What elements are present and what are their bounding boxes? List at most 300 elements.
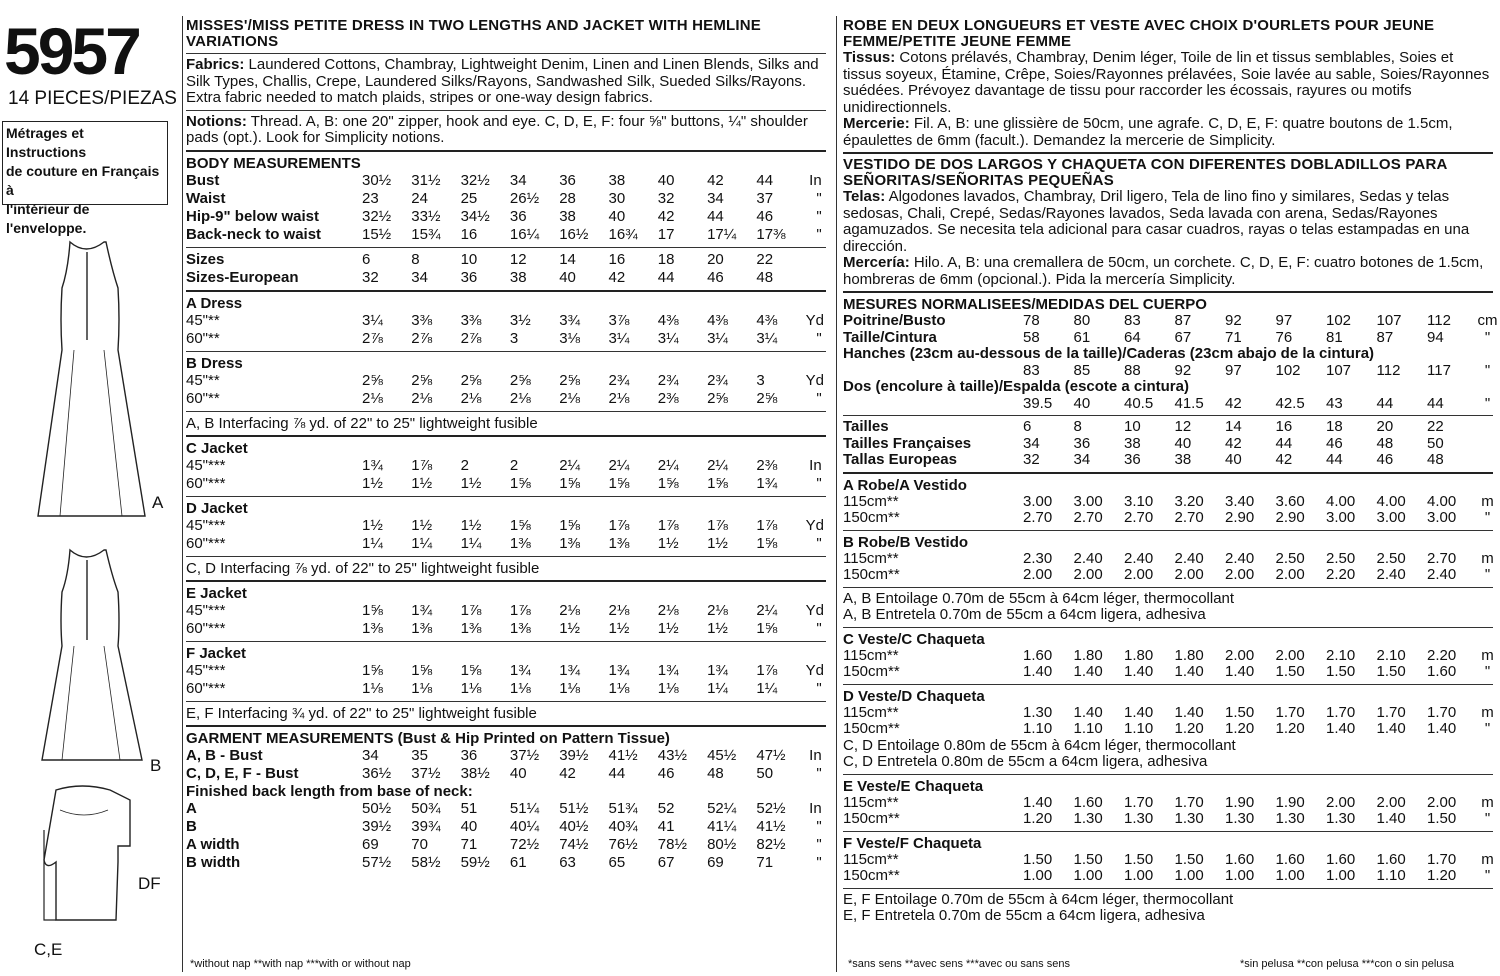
row-label: 60"*** [186, 534, 226, 552]
cell-value: 48 [756, 268, 774, 286]
cell-value: 2⅝ [411, 371, 433, 389]
cell-value: 34 [1073, 451, 1091, 468]
cell-value: 33½ [411, 207, 441, 225]
cell-value: 1½ [707, 534, 728, 552]
cell-value: 38½ [460, 764, 490, 782]
cell-value: 1⅝ [509, 474, 531, 492]
cell-value: 32 [657, 189, 675, 207]
table-row [186, 190, 826, 208]
row-label: 45"*** [186, 601, 226, 619]
cell-value: 45½ [707, 746, 737, 764]
table-row [186, 251, 826, 269]
cell-value: 50½ [362, 799, 392, 817]
cell-value: 1.30 [1124, 810, 1154, 827]
cell-value: 22 [1427, 418, 1444, 435]
cell-value: 1.50 [1073, 850, 1103, 868]
cell-value: 1⅞ [756, 516, 778, 534]
cell-value: 1.30 [1326, 810, 1356, 827]
french-instructions-note [2, 121, 168, 236]
cell-value: 1.50 [1124, 850, 1154, 868]
cell-value: 82½ [756, 835, 786, 853]
text-line: B Robe/B Vestido [843, 533, 969, 551]
cell-value: 40¼ [509, 817, 540, 835]
cell-value: 8 [1073, 418, 1082, 435]
cell-value: 22 [756, 250, 774, 268]
cell-value: 31½ [411, 171, 441, 189]
cell-value: 1½ [707, 619, 728, 637]
unit-label: " [816, 619, 822, 637]
cell-value: 1.20 [1225, 720, 1255, 737]
cell-value: 1.50 [1275, 663, 1305, 680]
row-label: 45"*** [186, 661, 226, 679]
tissus-text: Tissus: Cotons prélavés, Chambray, Denim léger, Toile de lin et tissus semblables, Soies et tissus soyeux, Étamine, Crêpe, Soies/Rayonnes prélavées, Soie lavée au sable, Soies/Rayonnes suédées. Prévoyez davantage de tissu pour raccorder les écossais, rayures ou motifs unidirectionnels. [843, 49, 1490, 116]
cell-value: 76½ [608, 835, 638, 853]
row-label: Tailles Françaises [843, 434, 972, 452]
cell-value: 1⅛ [608, 679, 630, 697]
cell-value: 1⅜ [411, 619, 433, 637]
unit-label: m [1481, 549, 1494, 567]
table-row [843, 419, 1493, 436]
metric-body-table [843, 312, 1498, 346]
cell-value: 2.70 [1124, 509, 1154, 526]
cell-value: 10 [1124, 418, 1141, 435]
table-row [186, 602, 826, 620]
text-line: A, B Entoilage 0.70m de 55cm à 64cm léger, thermocollant [843, 589, 1235, 607]
cell-value: 1½ [411, 516, 433, 534]
cell-value: 1.10 [1124, 720, 1154, 737]
metric-heading: MESURES NORMALISEES/MEDIDAS DEL CUERPO [843, 296, 1207, 313]
cell-value: 34 [411, 268, 428, 286]
cell-value: 1.60 [1073, 793, 1103, 811]
cell-value: 1.40 [1174, 703, 1204, 721]
column-divider [182, 16, 183, 972]
cell-value: 2.50 [1326, 549, 1356, 567]
cell-value: 48 [1427, 451, 1444, 468]
cell-value: 2.40 [1427, 566, 1457, 583]
cell-value: 2⅛ [608, 389, 630, 407]
cell-value: 1¼ [707, 679, 728, 697]
table-row [843, 494, 1493, 511]
cell-value: 16¼ [509, 225, 540, 243]
cell-value: 2.00 [1275, 566, 1305, 583]
table-row [843, 510, 1493, 527]
cell-value: 65 [608, 853, 626, 871]
cell-value: 1¼ [411, 534, 433, 552]
garment-illustrations [0, 230, 182, 970]
cell-value: 74½ [559, 835, 589, 853]
merceria-text: Mercería: Hilo. A, B: una cremallera de 50cm, un corchete. C, D, E, F: cuatro botones de 1.5cm, hombreras de 6mm (opcional.). Pida la mercería Simplicity. [843, 254, 1484, 288]
cell-value: 1.70 [1427, 703, 1457, 721]
cell-value: 1½ [657, 619, 679, 637]
table-row [843, 868, 1493, 885]
cell-value: 2.90 [1225, 509, 1255, 526]
unit-label: m [1481, 492, 1494, 510]
cell-value: 44 [1275, 434, 1293, 452]
french-note-line: l'intérieur de [6, 201, 90, 217]
text-line: E Jacket [186, 584, 247, 602]
cell-value: 34 [1023, 434, 1040, 452]
cell-value: 1⅛ [411, 679, 433, 697]
unit-label: " [816, 853, 822, 871]
cell-value: 44 [1427, 394, 1444, 412]
table-row [186, 172, 826, 190]
cell-value: 1.70 [1376, 703, 1406, 721]
unit-label: m [1481, 850, 1494, 868]
cell-value: 1⅜ [460, 619, 482, 637]
cell-value: 1.30 [1023, 703, 1053, 721]
cell-value: 1.50 [1023, 850, 1053, 868]
cell-value: 3⅜ [411, 311, 433, 329]
cell-value: 1¾ [608, 661, 630, 679]
cell-value: 85 [1073, 361, 1091, 379]
cell-value: 40 [657, 171, 675, 189]
unit-label: Yd [805, 311, 825, 329]
unit-label: " [816, 189, 822, 207]
cell-value: 1⅞ [509, 601, 531, 619]
cell-value: 78½ [657, 835, 687, 853]
cell-value: 42 [657, 207, 675, 225]
jacket-illustration [44, 786, 130, 920]
cell-value: 64 [1124, 328, 1141, 346]
table-row [186, 800, 826, 818]
cell-value: 1.40 [1023, 793, 1053, 811]
cell-value: 32 [1023, 451, 1040, 468]
cell-value: 1.20 [1023, 810, 1053, 827]
cell-value: 2¼ [608, 456, 630, 474]
text-line: F Veste/F Chaqueta [843, 834, 982, 852]
cell-value: 71 [1225, 328, 1242, 346]
cell-value: 1⅞ [460, 601, 482, 619]
cell-value: 3.00 [1023, 492, 1053, 510]
unit-label: " [816, 225, 822, 243]
unit-label: " [1484, 394, 1491, 412]
cell-value: 34½ [460, 207, 490, 225]
cell-value: 47½ [756, 746, 786, 764]
cell-value: 2.40 [1073, 549, 1103, 567]
unit-label: " [816, 835, 822, 853]
cell-value: 69 [362, 835, 379, 853]
cell-value: 1¾ [707, 661, 728, 679]
cell-value: 97 [1225, 361, 1242, 379]
unit-label: " [1484, 509, 1491, 526]
table-row [843, 852, 1493, 869]
cell-value: 52¼ [707, 799, 737, 817]
cell-value: 2⅛ [362, 389, 383, 407]
cell-value: 24 [411, 189, 428, 207]
unit-label: In [809, 456, 822, 474]
cell-value: 87 [1174, 312, 1192, 329]
cell-value: 17⅜ [756, 225, 786, 243]
cell-value: 1.40 [1376, 720, 1406, 737]
cell-value: 40 [509, 764, 527, 782]
row-label: 150cm** [843, 509, 900, 526]
cell-value: 16¾ [608, 225, 638, 243]
cell-value: 36 [460, 268, 478, 286]
cell-value: 1.60 [1427, 663, 1457, 680]
row-label: 115cm** [843, 549, 899, 567]
cell-value: 50 [756, 764, 774, 782]
cell-value: 42.5 [1275, 394, 1305, 412]
body-measurements-table [186, 172, 826, 244]
cell-value: 43½ [657, 746, 687, 764]
cell-value: 2⅛ [608, 601, 630, 619]
text-line: A Dress [186, 294, 243, 312]
row-label: 115cm** [843, 492, 899, 510]
cell-value: 4⅜ [707, 311, 728, 329]
cell-value: 12 [1174, 418, 1192, 435]
cell-value: 15½ [362, 225, 392, 243]
unit-label: " [1484, 663, 1491, 680]
cell-value: 1¼ [362, 534, 383, 552]
cell-value: 61 [509, 853, 527, 871]
cell-value: 1.70 [1124, 793, 1154, 811]
row-label: 45"*** [186, 516, 226, 534]
cell-value: 42 [1225, 394, 1242, 412]
cell-value: 48 [707, 764, 724, 782]
cell-value: 2.00 [1275, 646, 1305, 664]
cell-value: 80½ [707, 835, 737, 853]
yardage-table [186, 295, 826, 727]
cell-value: 1.00 [1326, 867, 1356, 884]
text-line: D Veste/D Chaqueta [843, 687, 985, 705]
text-line: D Jacket [186, 499, 248, 517]
row-label: B [186, 817, 197, 835]
unit-label: Yd [805, 661, 825, 679]
cell-value: 1⅞ [756, 661, 778, 679]
table-row [186, 765, 826, 783]
row-label: 115cm** [843, 793, 899, 811]
cell-value: 1.80 [1073, 646, 1103, 664]
row-label: Taille/Cintura [843, 328, 937, 346]
row-label: Bust [186, 171, 220, 189]
cell-value: 6 [362, 250, 371, 268]
row-label: 60"** [186, 329, 220, 347]
cell-value: 2⅝ [707, 389, 728, 407]
dress-b-illustration [42, 550, 142, 760]
cell-value: 1½ [362, 516, 383, 534]
cell-value: 43 [1326, 394, 1343, 412]
cell-value: 16 [1275, 418, 1293, 435]
dos-values [843, 396, 1493, 413]
cell-value: 2.30 [1023, 549, 1053, 567]
row-label: Sizes [186, 250, 225, 268]
cell-value: 2⅛ [559, 389, 581, 407]
cell-value: 2⅛ [559, 601, 581, 619]
row-label: 150cm** [843, 566, 900, 583]
cell-value: 2¼ [657, 456, 679, 474]
table-row [186, 535, 826, 553]
cell-value: 1¼ [460, 534, 482, 552]
cell-value: 1.00 [1174, 867, 1204, 884]
cell-value: 2.50 [1376, 549, 1406, 567]
cell-value: 3½ [509, 311, 531, 329]
table-row [843, 363, 1493, 380]
cell-value: 36 [1124, 451, 1141, 468]
table-row [843, 436, 1493, 453]
cell-value: 36 [1073, 434, 1091, 452]
cell-value: 2.20 [1326, 566, 1356, 583]
cell-value: 2.40 [1124, 549, 1154, 567]
cell-value: 1.80 [1124, 646, 1154, 664]
cell-value: 35 [411, 746, 428, 764]
cell-value: 1.40 [1174, 663, 1204, 680]
cell-value: 3¼ [657, 329, 679, 347]
cell-value: 1⅜ [608, 534, 630, 552]
cell-value: 1½ [460, 474, 482, 492]
cell-value: 18 [657, 250, 675, 268]
unit-label: m [1481, 793, 1494, 811]
unit-label: " [1484, 810, 1491, 827]
cell-value: 2⅝ [756, 389, 778, 407]
cell-value: 40 [460, 817, 478, 835]
cell-value: 92 [1174, 361, 1192, 379]
cell-value: 1⅝ [362, 601, 383, 619]
cell-value: 3.60 [1275, 492, 1305, 510]
cell-value: 2.70 [1023, 509, 1053, 526]
english-title: MISSES'/MISS PETITE DRESS IN TWO LENGTHS AND JACKET WITH HEMLINE VARIATIONS [186, 17, 762, 50]
row-label: 60"** [186, 389, 220, 407]
cell-value: 1⅝ [411, 661, 433, 679]
cell-value: 46 [657, 764, 675, 782]
cell-value: 1¾ [559, 661, 581, 679]
cell-value: 2 [509, 456, 519, 474]
unit-label: Yd [805, 371, 825, 389]
row-label: 60"*** [186, 619, 226, 637]
cell-value: 102 [1275, 361, 1301, 379]
cell-value: 42 [608, 268, 626, 286]
row-label: Back-neck to waist [186, 225, 322, 243]
cell-value: 37½ [509, 746, 540, 764]
cell-value: 18 [1326, 418, 1343, 435]
cell-value: 2¼ [707, 456, 728, 474]
french-note-line: de couture en Français à [6, 163, 160, 198]
cell-value: 2.00 [1427, 793, 1457, 811]
table-row [843, 452, 1493, 469]
cell-value: 92 [1225, 312, 1242, 329]
cell-value: 40½ [559, 817, 589, 835]
cell-value: 42 [1275, 451, 1293, 468]
cell-value: 112 [1427, 312, 1451, 329]
cell-value: 23 [362, 189, 379, 207]
cell-value: 1.40 [1376, 810, 1406, 827]
cell-value: 3¼ [707, 329, 728, 347]
cell-value: 1.30 [1174, 810, 1204, 827]
cell-value: 3.10 [1124, 492, 1154, 510]
cell-value: 3.00 [1376, 509, 1406, 526]
row-label: Tallas Europeas [843, 451, 957, 468]
cell-value: 1.30 [1225, 810, 1255, 827]
cell-value: 32½ [460, 171, 490, 189]
notions-text: Notions: Thread. A, B: one 20" zipper, hook and eye. C, D, E, F: four ⅝" buttons, ¼" shoulder pads (opt.). Look for Simplicity notions. [186, 112, 808, 146]
cell-value: 1⅝ [608, 474, 630, 492]
cell-value: 26½ [509, 189, 540, 207]
cell-value: 20 [707, 250, 724, 268]
cell-value: 1.00 [1124, 867, 1154, 884]
cell-value: 2⅝ [559, 371, 581, 389]
text-line: C, D Interfacing ⅞ yd. of 22" to 25" lightweight fusible [186, 559, 540, 577]
text-line: B Dress [186, 354, 243, 372]
cell-value: 44 [657, 268, 675, 286]
cell-value: 67 [1174, 328, 1192, 346]
unit-label: " [816, 764, 822, 782]
cell-value: 1.60 [1376, 850, 1406, 868]
cell-value: 44 [707, 207, 724, 225]
cell-value: 1½ [559, 619, 581, 637]
row-label: 45"** [186, 311, 220, 329]
cell-value: 40 [1073, 394, 1091, 412]
cell-value: 2.10 [1326, 646, 1356, 664]
cell-value: 1.70 [1326, 703, 1356, 721]
unit-label: " [1484, 867, 1491, 884]
row-label [843, 363, 1023, 380]
cell-value: 2⅛ [411, 389, 433, 407]
table-row [843, 664, 1493, 681]
cell-value: 40¾ [608, 817, 638, 835]
cell-value: 1⅛ [362, 679, 383, 697]
cell-value: 1.00 [1225, 867, 1255, 884]
row-label: 115cm** [843, 703, 899, 721]
garment-measurements-table [186, 747, 826, 783]
row-label: 150cm** [843, 810, 900, 827]
cell-value: 42 [707, 171, 724, 189]
row-label [843, 396, 1023, 413]
cell-value: 1½ [362, 474, 383, 492]
cell-value: 37½ [411, 764, 441, 782]
cell-value: 4.00 [1427, 492, 1457, 510]
spanish-footnote: *sin pelusa **con pelusa ***con o sin pelusa [1240, 958, 1455, 970]
cell-value: 1¾ [411, 601, 433, 619]
french-footnote: *sans sens **avec sens ***avec ou sans sens [848, 958, 1070, 970]
text-line: E, F Entretela 0.70m de 55cm a 64cm ligera, adhesiva [843, 907, 1205, 924]
cell-value: 1⅝ [559, 516, 581, 534]
text-line: E, F Interfacing ¾ yd. of 22" to 25" lightweight fusible [186, 704, 537, 722]
cell-value: 1.30 [1275, 810, 1305, 827]
cell-value: 30½ [362, 171, 392, 189]
cell-value: 1.00 [1275, 867, 1305, 884]
english-section [186, 18, 826, 872]
cell-value: 3¼ [756, 329, 778, 347]
row-label: Tailles [843, 418, 889, 435]
body-measurements-heading: BODY MEASUREMENTS [186, 154, 361, 172]
row-label: 45"*** [186, 456, 226, 474]
cell-value: 52 [657, 799, 675, 817]
view-label-df: DF [138, 874, 161, 893]
unit-label: " [816, 474, 822, 492]
table-row [186, 457, 826, 475]
mercerie-text: Mercerie: Fil. A, B: une glissière de 50cm, une agrafe. C, D, E, F: quatre boutons de 1.5cm, épaulettes de 6mm (facult.). Demandez la mercerie de Simplicity. [843, 115, 1453, 149]
cell-value: 20 [1376, 418, 1394, 435]
cell-value: 1⅞ [657, 516, 679, 534]
cell-value: 2.70 [1073, 509, 1103, 526]
cell-value: 51½ [559, 799, 589, 817]
cell-value: 83 [1023, 361, 1040, 379]
cell-value: 1.40 [1124, 663, 1154, 680]
cell-value: 2⅝ [509, 371, 531, 389]
cell-value: 58½ [411, 853, 441, 871]
unit-label: " [816, 207, 822, 225]
table-row [186, 620, 826, 638]
table-row [186, 680, 826, 698]
pieces-count: 14 PIECES/PIEZAS [8, 88, 177, 109]
cell-value: 2.40 [1225, 549, 1255, 567]
cell-value: 80 [1073, 312, 1091, 329]
row-label: Sizes-European [186, 268, 299, 286]
cell-value: 1.50 [1225, 703, 1255, 721]
table-row [843, 721, 1493, 738]
table-row [186, 208, 826, 226]
row-label: 45"** [186, 371, 220, 389]
cell-value: 2⅞ [362, 329, 383, 347]
